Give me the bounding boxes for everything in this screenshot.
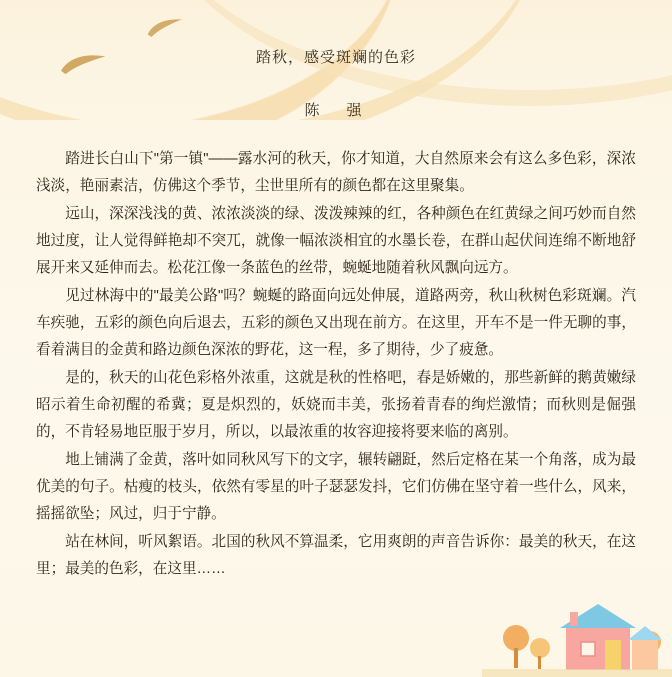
paragraph: 踏进长白山下"第一镇"——露水河的秋天，你才知道，大自然原来会有这么多色彩，深浓浅淡，艳丽素洁，仿佛这个季节，尘世里所有的颜色都在这里聚集。 bbox=[36, 151, 636, 194]
house-shape bbox=[628, 626, 662, 670]
paragraph: 地上铺满了金黄，落叶如同秋风写下的文字，辗转翩跹，然后定格在某一个角落，成为最优美的句子。枯瘦的枝头，依然有零星的叶子瑟瑟发抖，它们仿佛在坚守着一些什么，风来，摇摇欲坠；风过，归于宁静。 bbox=[36, 452, 636, 522]
author-name: 陈 强 bbox=[304, 102, 368, 119]
house-shape bbox=[560, 604, 636, 670]
tree-icon bbox=[503, 625, 529, 668]
tree-icon bbox=[530, 638, 550, 669]
paragraph: 站在林间，听风絮语。北国的秋风不算温柔，它用爽朗的声音告诉你：最美的秋天，在这里；最美的色彩，在这里…… bbox=[36, 534, 636, 577]
paragraph: 见过林海中的"最美公路"吗？蜿蜒的路面向远处伸展，道路两旁，秋山秋树色彩斑斓。汽车疾驰，五彩的颜色向后退去，五彩的颜色又出现在前方。在这里，开车不是一件无聊的事，看着满目的金黄和路边颜色深浓的野花，这一程，多了期待，少了疲惫。 bbox=[36, 288, 636, 358]
paragraph: 远山，深深浅浅的黄、浓浓淡淡的绿、泼泼辣辣的红，各种颜色在红黄绿之间巧妙而自然地过度，让人觉得鲜艳却不突兀，就像一幅浓淡相宜的水墨长卷，在群山起伏间连绵不断地舒展开来又延伸而去。松花江像一条蓝色的丝带，蜿蜒地随着秋风飘向远方。 bbox=[36, 206, 636, 276]
house-illustration bbox=[482, 582, 672, 677]
article-body bbox=[0, 120, 672, 583]
page-title: 踏秋，感受斑斓的色彩 bbox=[255, 49, 416, 66]
paragraph: 是的，秋天的山花色彩格外浓重，这就是秋的性格吧，春是娇嫩的，那些新鲜的鹅黄嫩绿昭示着生命初醒的希冀；夏是炽烈的，妖娆而丰美，张扬着青春的绚烂激情；而秋则是倔强的，不肯轻易地臣服于岁月，所以，以最浓重的妆容迎接将要来临的离别。 bbox=[36, 370, 636, 440]
tree-icon bbox=[639, 631, 661, 669]
